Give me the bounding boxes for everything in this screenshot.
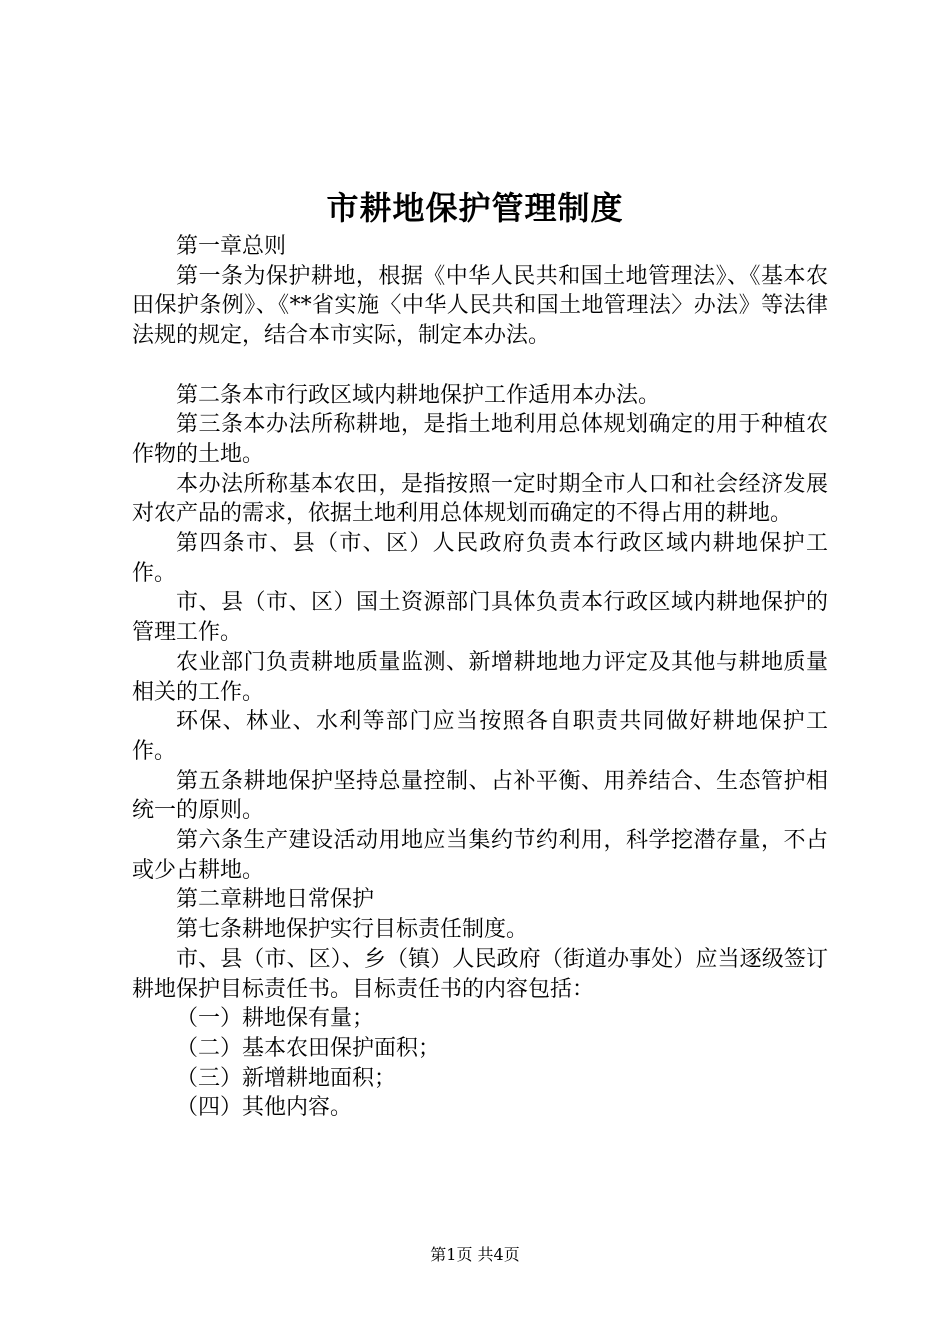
article-paragraph: 第二条本市行政区域内耕地保护工作适用本办法。 bbox=[176, 382, 661, 408]
list-item: （二）基本农田保护面积； bbox=[176, 1035, 441, 1061]
article-paragraph: 第三条本办法所称耕地，是指土地利用总体规划确定的用于种植农作物的土地。 bbox=[132, 412, 828, 467]
article-paragraph: 本办法所称基本农田，是指按照一定时期全市人口和社会经济发展对农产品的需求，依据土地利用总体规划而确定的不得占用的耕地。 bbox=[132, 471, 828, 527]
article-paragraph: 第六条生产建设活动用地应当集约节约利用，科学挖潜存量，不占或少占耕地。 bbox=[132, 828, 828, 883]
list-item: （三）新增耕地面积； bbox=[176, 1065, 397, 1091]
article-paragraph: 第五条耕地保护坚持总量控制、占补平衡、用养结合、生态管护相统一的原则。 bbox=[132, 768, 828, 824]
list-item: （一）耕地保有量； bbox=[176, 1006, 375, 1032]
page-number: 第1页 共4页 bbox=[430, 1245, 520, 1264]
article-paragraph: 市、县（市、区）、乡（镇）人民政府（街道办事处）应当逐级签订耕地保护目标责任书。目标责任书的内容包括： bbox=[132, 946, 828, 1002]
article-paragraph: 市、县（市、区）国土资源部门具体负责本行政区域内耕地保护的管理工作。 bbox=[132, 590, 828, 646]
article-paragraph: 第四条市、县（市、区）人民政府负责本行政区域内耕地保护工作。 bbox=[132, 531, 828, 586]
article-paragraph: 农业部门负责耕地质量监测、新增耕地地力评定及其他与耕地质量相关的工作。 bbox=[132, 649, 828, 705]
document-title: 市耕地保护管理制度 bbox=[326, 189, 624, 227]
list-item: （四）其他内容。 bbox=[176, 1095, 353, 1121]
chapter-heading: 第二章耕地日常保护 bbox=[176, 887, 375, 913]
chapter-heading: 第一章总则 bbox=[176, 234, 287, 259]
article-paragraph: 第一条为保护耕地，根据《中华人民共和国土地管理法》、《基本农田保护条例》、《**省实施〈中华人民共和国土地管理法〉办法》等法律法规的规定，结合本市实际，制定本办法。 bbox=[132, 263, 828, 349]
document-body bbox=[132, 232, 828, 1123]
article-paragraph: 第七条耕地保护实行目标责任制度。 bbox=[176, 917, 529, 943]
article-paragraph: 环保、林业、水利等部门应当按照各自职责共同做好耕地保护工作。 bbox=[132, 709, 828, 764]
